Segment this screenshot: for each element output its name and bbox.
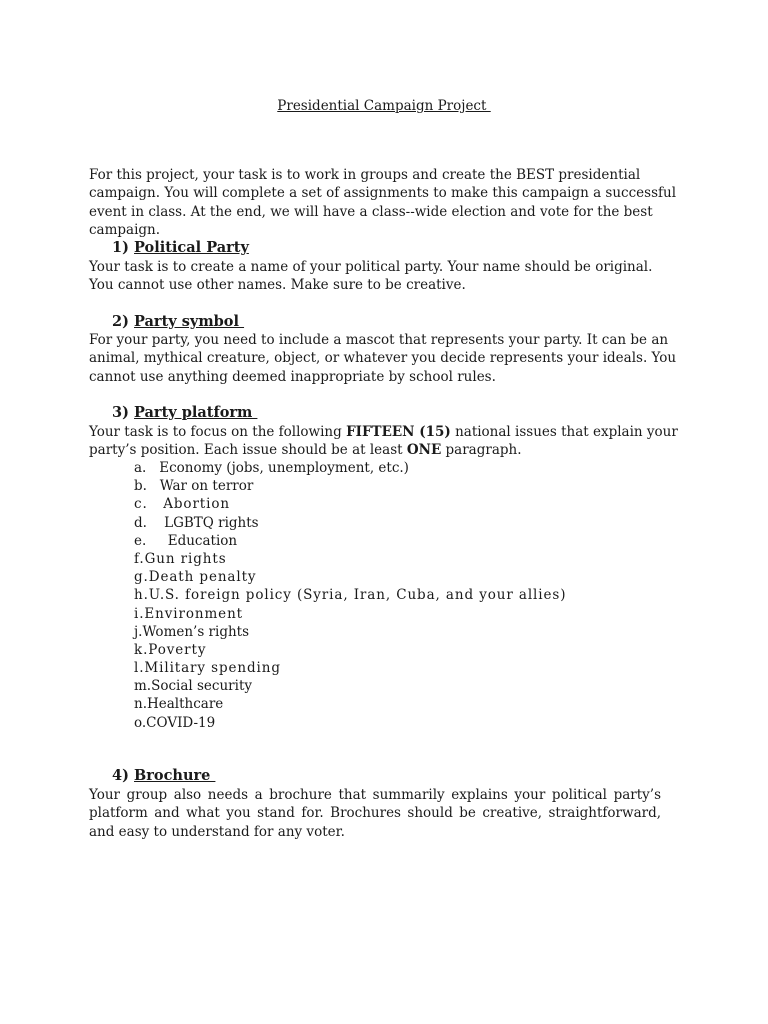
section-2-title: Party symbol bbox=[134, 313, 245, 330]
list-item: d. LGBTQ rights bbox=[134, 514, 259, 531]
section-1-heading bbox=[112, 239, 249, 256]
list-item: n.Healthcare bbox=[134, 696, 224, 713]
list-item: o.COVID-19 bbox=[134, 714, 216, 731]
intro-paragraph: For this project, your task is to work in groups and create the BEST presidential campaign. You will complete a set of assignments to make this campaign a successful event in class. At the end, we will have a class--wide election and vote for the best campaign. bbox=[89, 167, 677, 238]
section-4-body: Your group also needs a brochure that summarily explains your political party’s platform and what you stand for. Brochures should be creative, straightforward, and easy to understand for any voter. bbox=[89, 787, 661, 840]
section-3-body-text-1: Your task is to focus on the following bbox=[89, 424, 347, 440]
list-item: e. Education bbox=[134, 532, 238, 549]
section-2-number: 2) bbox=[112, 313, 129, 330]
section-4-title: Brochure bbox=[134, 767, 216, 784]
section-1-body: Your task is to create a name of your political party. Your name should be original. You cannot use other names. Make sure to be creative. bbox=[89, 259, 653, 294]
issues-list bbox=[134, 459, 566, 732]
section-3-body-text-3: paragraph. bbox=[441, 442, 522, 459]
list-item: l.Military spending bbox=[134, 660, 281, 677]
document-title: Presidential Campaign Project bbox=[277, 98, 491, 114]
list-item: g.Death penalty bbox=[134, 569, 257, 586]
list-item: i.Environment bbox=[134, 605, 243, 622]
section-3-body-bold-one: ONE bbox=[406, 442, 442, 459]
section-3-number: 3) bbox=[112, 404, 129, 421]
list-item: b. War on terror bbox=[134, 478, 254, 495]
section-4-heading bbox=[112, 767, 215, 784]
list-item: a. Economy (jobs, unemployment, etc.) bbox=[134, 460, 409, 476]
section-2-heading bbox=[112, 313, 244, 330]
section-4-number: 4) bbox=[112, 767, 129, 784]
section-3-title: Party platform bbox=[134, 404, 258, 421]
section-2-body: For your party, you need to include a mascot that represents your party. It can be an animal, mythical creature, object, or whatever you decide represents your ideals. You cannot use anything deemed inappropriate by school rules. bbox=[89, 332, 677, 385]
list-item: c. Abortion bbox=[134, 496, 230, 513]
section-1-title: Political Party bbox=[134, 239, 249, 256]
section-3-body-bold-count: FIFTEEN (15) bbox=[346, 424, 451, 440]
list-item: f.Gun rights bbox=[134, 550, 227, 567]
section-3-heading bbox=[112, 404, 257, 421]
section-3-body bbox=[89, 423, 679, 460]
section-1-number: 1) bbox=[112, 239, 129, 256]
list-item: j.Women’s rights bbox=[134, 623, 250, 640]
list-item: m.Social security bbox=[134, 678, 252, 695]
list-item: k.Poverty bbox=[134, 641, 207, 658]
section-3-body-text-2: national issues that explain your party’s position. Each issue should be at least bbox=[89, 424, 678, 459]
list-item: h.U.S. foreign policy (Syria, Iran, Cuba, and your allies) bbox=[134, 587, 567, 604]
